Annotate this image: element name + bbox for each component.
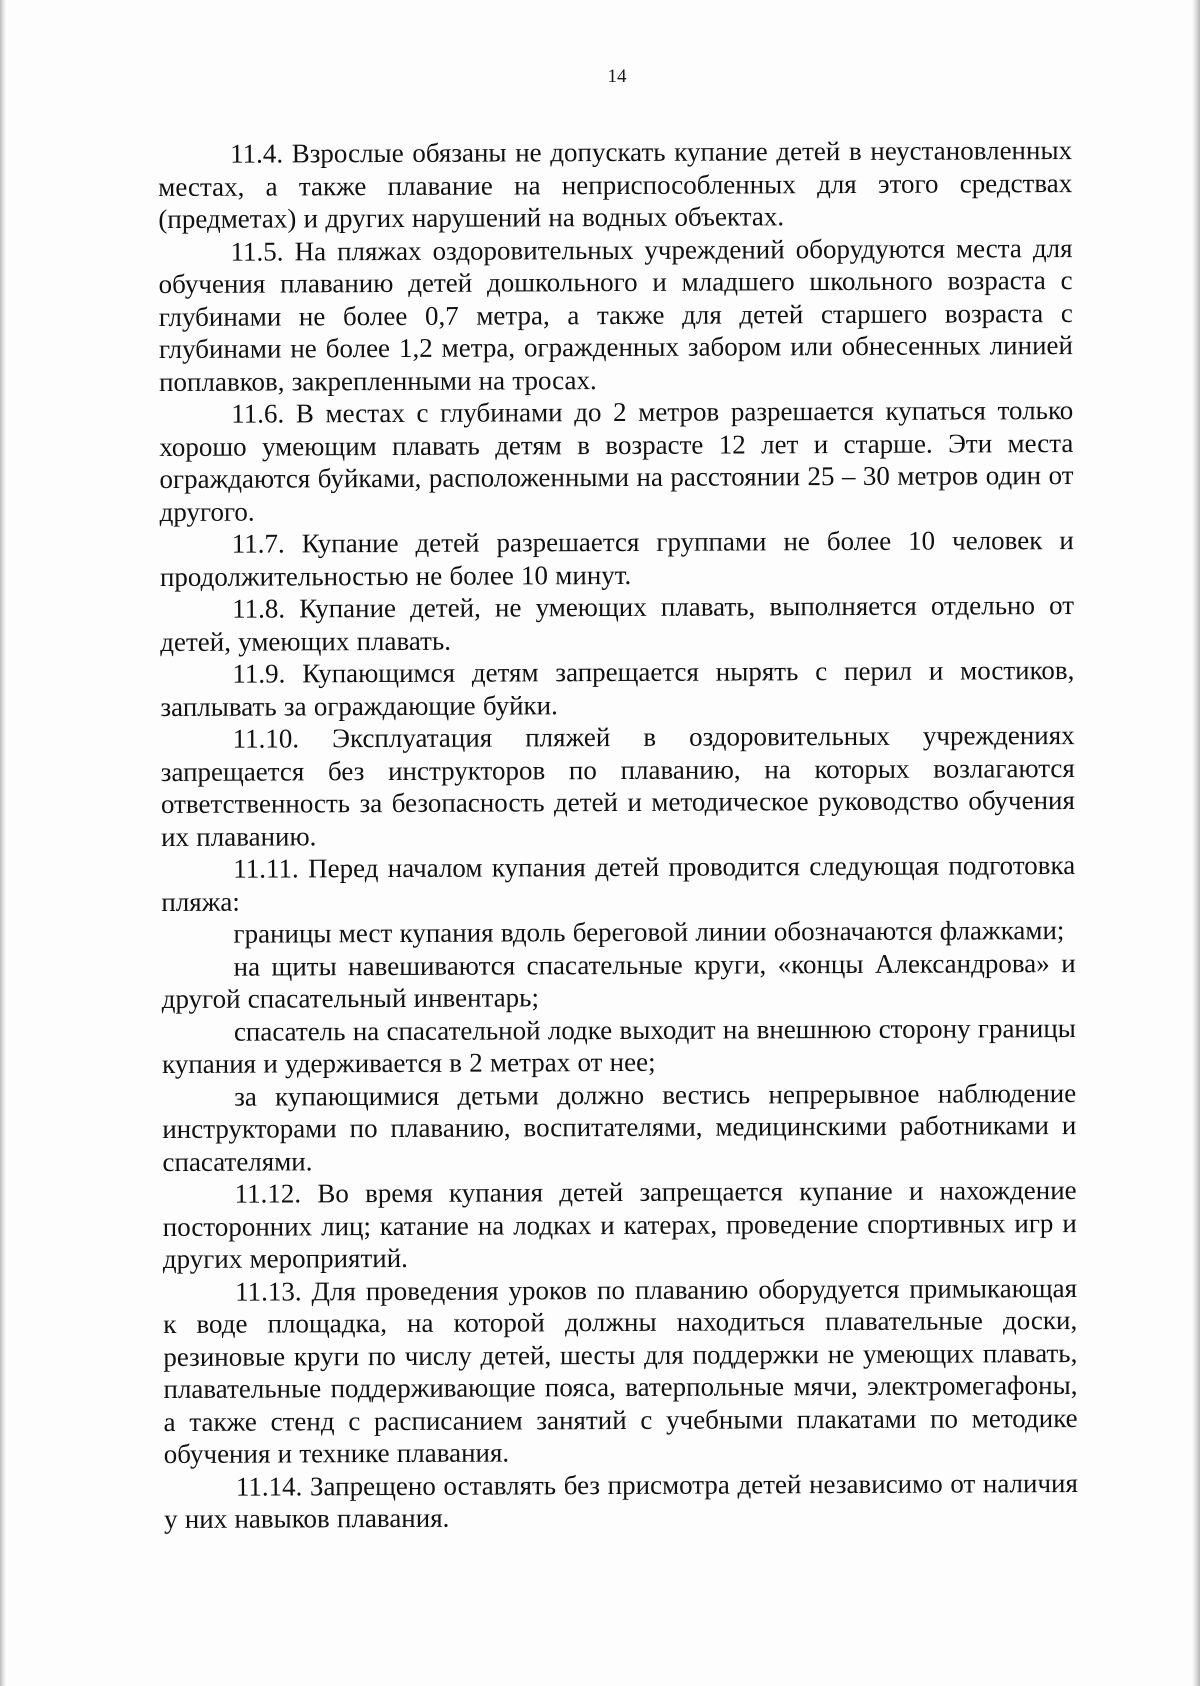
paragraph-11-6: 11.6. В местах с глубинами до 2 метров разрешается купаться только хорошо умеющим плавать детям в возрасте 12 лет и старше. Эти места ограждаются буйками, расположенными на расстоянии 25 – 30 метров один от другого. [159, 395, 1074, 527]
paragraph-11-12: 11.12. Во время купания детей запрещается купание и нахождение посторонних лиц; катание на лодках и катерах, проведение спортивных игр и других мероприятий. [162, 1175, 1077, 1274]
paragraph-11-7: 11.7. Купание детей разрешается группами не более 10 человек и продолжительностью не более 10 минут. [159, 525, 1074, 592]
document-body [158, 134, 1078, 1535]
paragraph-11-4: 11.4. Взрослые обязаны не допускать купание детей в неустановленных местах, а также плавание на неприспособленных для этого средствах (предметах) и других нарушений на водных объектах. [158, 135, 1073, 234]
paragraph-11-14: 11.14. Запрещено оставлять без присмотра детей независимо от наличия у них навыков плавания. [163, 1467, 1078, 1534]
paragraph-11-8: 11.8. Купание детей, не умеющих плавать, выполняется отдельно от детей, умеющих плавать. [160, 590, 1075, 657]
list-item-rescuer-boat: спасатель на спасательной лодке выходит на внешнюю сторону границы купания и удерживается в 2 метрах от нее; [161, 1012, 1076, 1079]
page-number: 14 [607, 66, 627, 87]
list-item-supervision: за купающимися детьми должно вестись непрерывное наблюдение инструкторами по плаванию, воспитателями, медицинскими работниками и спасателями. [162, 1077, 1077, 1177]
scan-edge-right [1192, 0, 1200, 1686]
list-item-flags: границы мест купания вдоль береговой линии обозначаются флажками; [233, 915, 1065, 949]
paragraph-11-5: 11.5. На пляжах оздоровительных учреждений оборудуются места для обучения плаванию детей дошкольного и младшего школьного возраста с глубинами не более 0,7 метра, а также для детей старшего возраста с глубинами не более 1,2 метра, огражденных забором или обнесенных линией поплавков, закрепленными на тросах. [158, 232, 1073, 397]
scan-edge-left [0, 0, 6, 1686]
list-item-rescue-equipment: на щиты навешиваются спасательные круги, «концы Александрова» и другой спасательный инвентарь; [161, 947, 1076, 1014]
paragraph-11-13: 11.13. Для проведения уроков по плаванию оборудуется примыкающая к воде площадка, на которой должны находиться плавательные доски, резиновые круги по числу детей, шесты для поддержки не умеющих плавать, плавательные поддерживающие пояса, ватерпольные мячи, электромегафоны, а также стенд с расписанием занятий с учебными плакатами по методике обучения и технике плавания. [163, 1272, 1078, 1469]
paragraph-11-11: 11.11. Перед началом купания детей проводится следующая подготовка пляжа: [161, 850, 1076, 917]
paragraph-11-9: 11.9. Купающимся детям запрещается нырять с перил и мостиков, заплывать за ограждающие буйки. [160, 655, 1075, 722]
paragraph-11-10: 11.10. Эксплуатация пляжей в оздоровительных учреждениях запрещается без инструкторов по плаванию, на которых возлагаются ответственность за безопасность детей и методическое руководство обучения их плаванию. [160, 720, 1075, 852]
